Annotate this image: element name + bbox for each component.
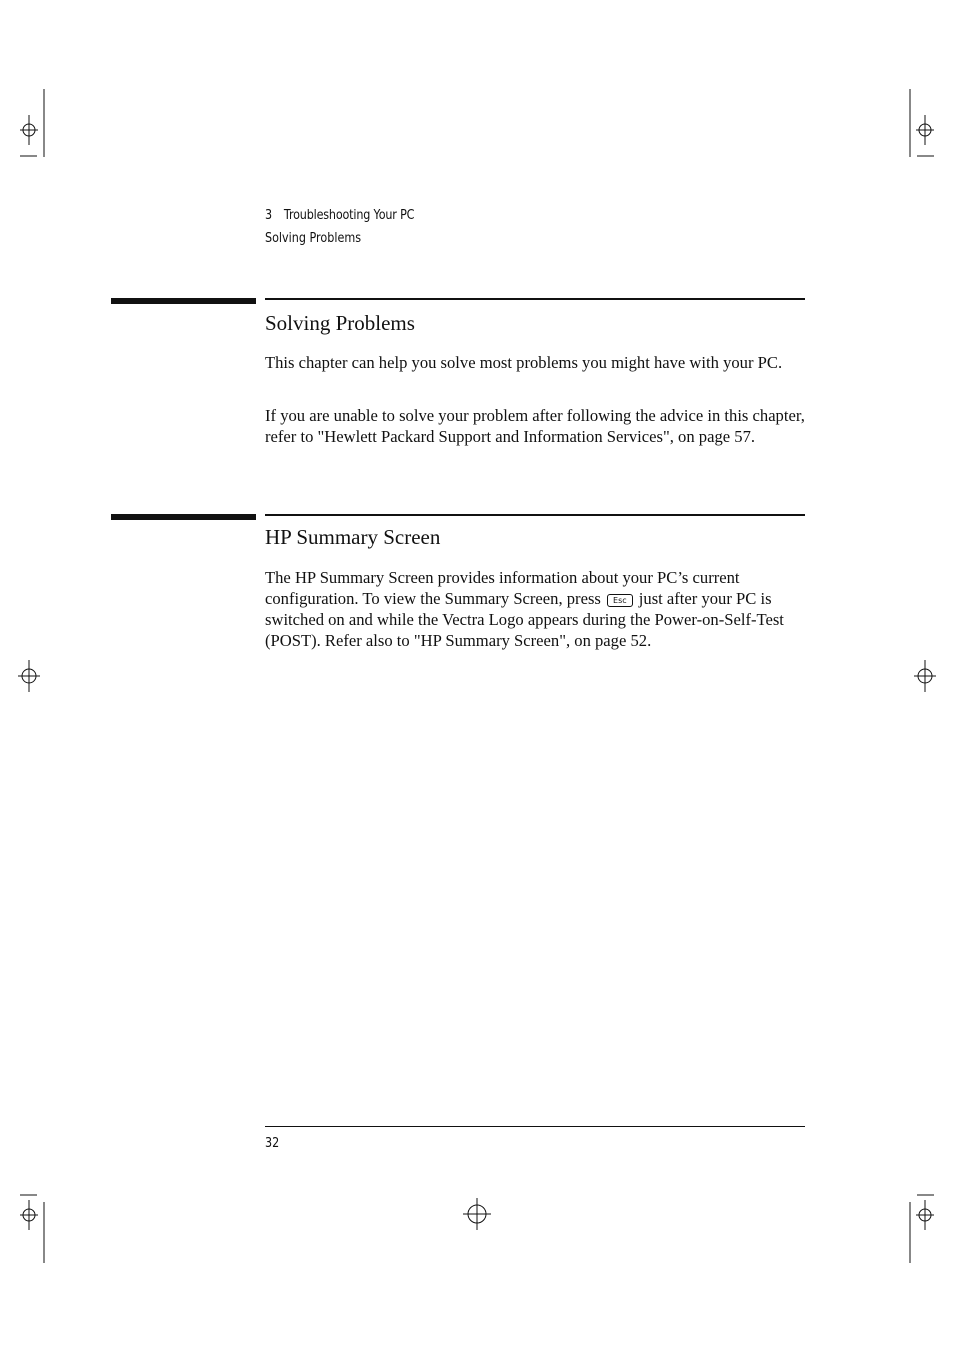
chapter-number: 3 <box>265 208 272 223</box>
section-heading: Solving Problems <box>265 311 415 335</box>
running-header <box>265 208 414 223</box>
section-rule-thick <box>111 514 256 520</box>
registration-mark-bottom-center <box>447 1188 507 1238</box>
footer-rule <box>265 1126 805 1127</box>
registration-mark-right-middle <box>894 650 954 700</box>
crop-mark-bottom-left <box>0 1188 60 1268</box>
registration-mark-icon <box>447 1188 507 1238</box>
registration-mark-icon <box>0 650 60 700</box>
registration-mark-icon <box>0 1188 60 1268</box>
esc-key-icon: Esc <box>607 594 633 607</box>
section-heading: HP Summary Screen <box>265 525 441 549</box>
section-rule-thin <box>265 514 805 516</box>
running-header-section: Solving Problems <box>265 231 362 246</box>
section-rule-thick <box>111 298 256 304</box>
page-number: 32 <box>265 1136 280 1151</box>
body-paragraph: This chapter can help you solve most problems you might have with your PC. <box>265 353 783 372</box>
body-paragraph: If you are unable to solve your problem after following the advice in this chapter, refer to "Hewlett Packard Support and Information Services", on page 57. <box>265 406 805 446</box>
registration-mark-icon <box>0 85 60 165</box>
paragraph-text: The HP Summary Screen provides information about your PC’s current configuration. To view the Summary Screen, press <box>265 568 740 608</box>
registration-mark-icon <box>894 650 954 700</box>
registration-mark-icon <box>894 85 954 165</box>
registration-mark-icon <box>894 1188 954 1268</box>
paragraph-text: just after your PC is switched on and while the Vectra Logo appears during the Power-on-Self-Test (POST). Refer also to "HP Summary Screen", on page 52. <box>265 588 784 650</box>
chapter-title: Troubleshooting Your PC <box>283 208 415 223</box>
crop-mark-bottom-right <box>894 1188 954 1268</box>
crop-mark-top-right <box>894 85 954 165</box>
section-rule-thin <box>265 298 805 300</box>
crop-mark-top-left <box>0 85 60 165</box>
body-paragraph <box>265 568 810 652</box>
registration-mark-left-middle <box>0 650 60 700</box>
